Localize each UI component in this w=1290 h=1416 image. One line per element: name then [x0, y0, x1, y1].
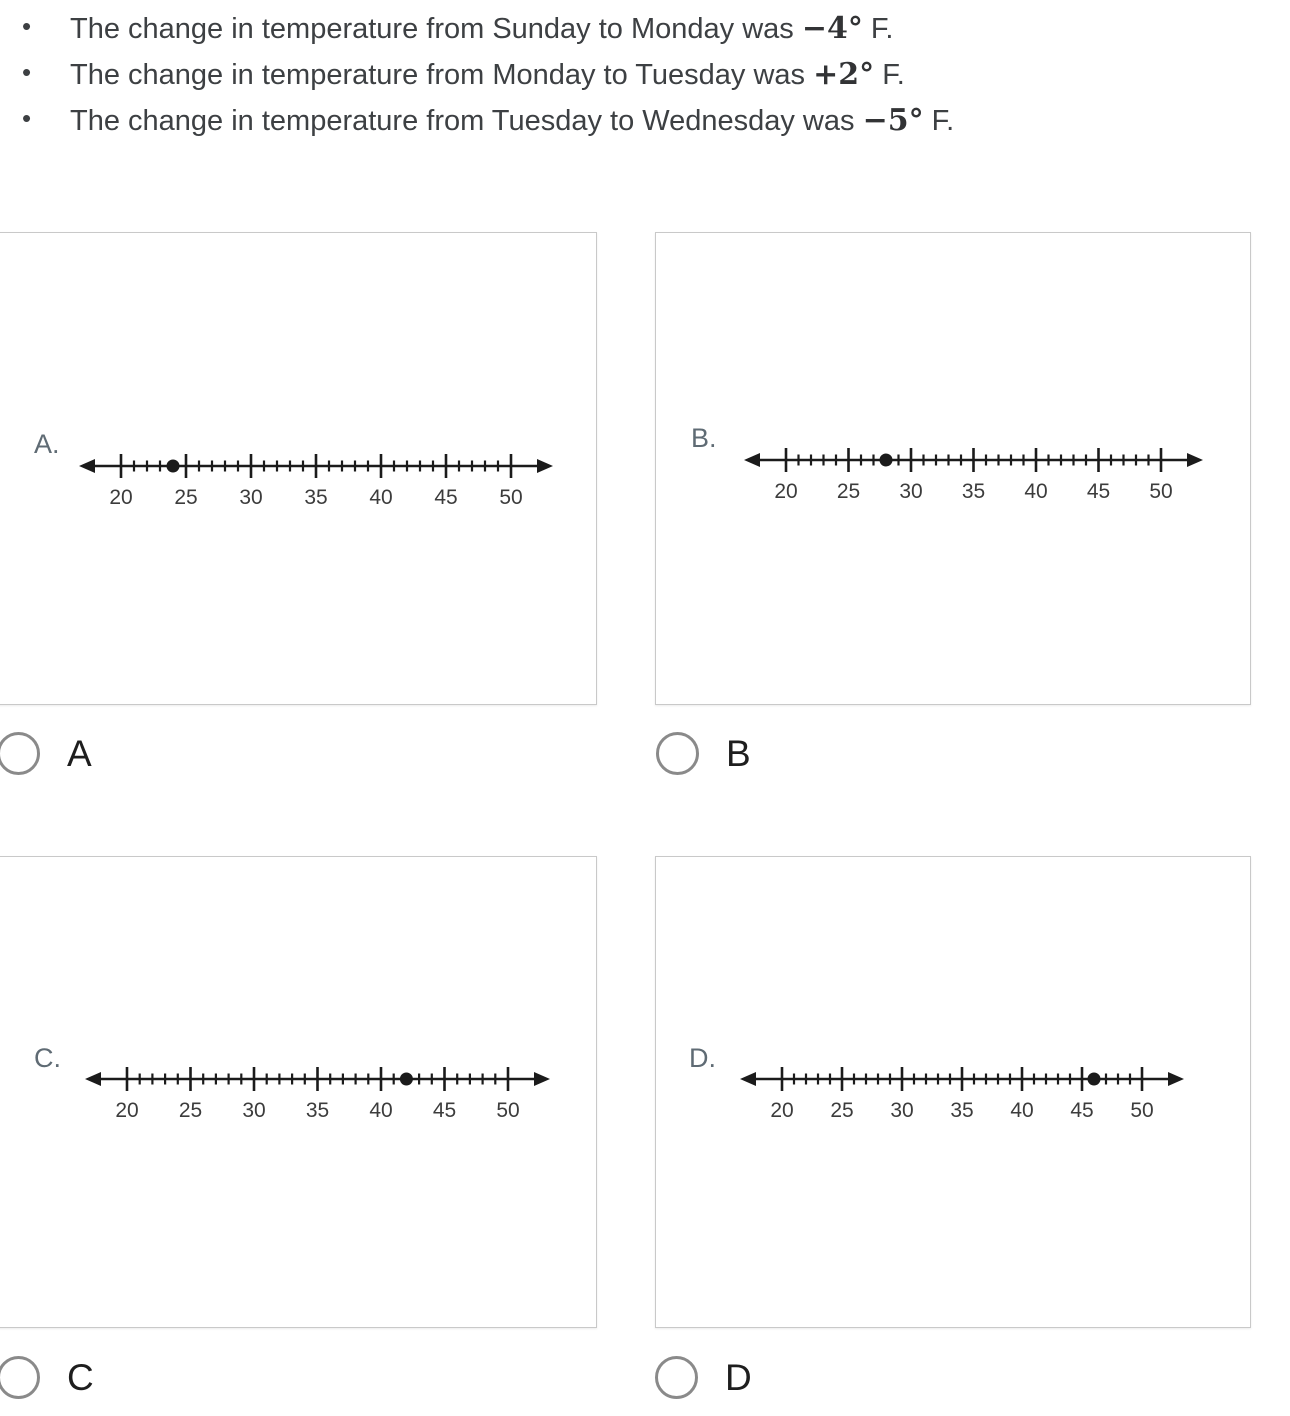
option-figure-b — [655, 232, 1251, 705]
radio-c[interactable] — [0, 1356, 40, 1399]
svg-text:20: 20 — [770, 1099, 794, 1122]
svg-text:50: 50 — [496, 1099, 520, 1122]
bullet-text: The change in temperature from Tuesday to Wednesday was — [70, 105, 863, 137]
figure-letter-b: B. — [691, 423, 717, 453]
bullet-item — [0, 52, 1290, 98]
svg-text:40: 40 — [369, 1099, 393, 1122]
temperature-change-value: −4° — [801, 11, 863, 46]
radio-d[interactable] — [655, 1356, 698, 1399]
choice-b-label: B — [726, 732, 751, 774]
number-line-d — [738, 1055, 1218, 1127]
temperature-statements — [0, 6, 1290, 144]
svg-text:20: 20 — [774, 480, 798, 503]
svg-text:30: 30 — [242, 1099, 266, 1122]
bullet-icon: • — [22, 57, 32, 87]
svg-text:45: 45 — [1070, 1099, 1094, 1122]
choice-c-label: C — [67, 1356, 94, 1398]
bullet-item — [0, 6, 1290, 52]
number-line-b — [742, 436, 1222, 508]
bullet-icon: • — [22, 103, 32, 133]
svg-text:40: 40 — [369, 486, 393, 509]
svg-text:35: 35 — [305, 1099, 330, 1122]
svg-text:30: 30 — [239, 486, 263, 509]
svg-text:35: 35 — [961, 480, 986, 503]
svg-text:25: 25 — [830, 1099, 854, 1122]
choice-c[interactable] — [0, 1356, 94, 1399]
option-figure-a — [0, 232, 597, 705]
bullet-text: The change in temperature from Sunday to Monday was — [70, 13, 802, 45]
number-line-a — [77, 442, 557, 514]
choice-b[interactable] — [656, 732, 751, 775]
radio-a[interactable] — [0, 732, 40, 775]
svg-text:35: 35 — [950, 1099, 974, 1122]
number-line-c — [83, 1055, 563, 1127]
option-figure-d — [655, 856, 1251, 1328]
svg-text:50: 50 — [1130, 1099, 1154, 1122]
svg-text:40: 40 — [1024, 480, 1048, 503]
choice-d[interactable] — [655, 1356, 752, 1399]
choice-a[interactable] — [0, 732, 92, 775]
bullet-unit: F. — [874, 59, 905, 91]
svg-text:45: 45 — [434, 486, 458, 509]
choice-d-label: D — [725, 1356, 752, 1398]
bullet-text: The change in temperature from Monday to Tuesday was — [70, 59, 814, 91]
svg-text:35: 35 — [304, 486, 328, 509]
bullet-unit: F. — [923, 105, 955, 137]
svg-text:45: 45 — [1086, 480, 1111, 503]
svg-text:25: 25 — [836, 480, 861, 503]
svg-text:25: 25 — [174, 486, 198, 509]
svg-text:40: 40 — [1010, 1099, 1034, 1122]
bullet-icon: • — [22, 11, 32, 41]
temperature-change-value: −5° — [862, 103, 924, 138]
option-figure-c — [0, 856, 597, 1328]
svg-text:30: 30 — [899, 480, 923, 503]
choice-a-label: A — [67, 732, 92, 774]
svg-text:20: 20 — [115, 1099, 139, 1122]
temperature-change-value: +2° — [813, 57, 875, 92]
svg-text:20: 20 — [109, 486, 133, 509]
bullet-unit: F. — [862, 13, 894, 45]
svg-text:30: 30 — [890, 1099, 914, 1122]
bullet-item — [0, 98, 1290, 144]
figure-letter-c: C. — [34, 1043, 61, 1073]
svg-text:25: 25 — [178, 1099, 203, 1122]
radio-b[interactable] — [656, 732, 699, 775]
svg-text:45: 45 — [432, 1099, 457, 1122]
svg-text:50: 50 — [1149, 480, 1173, 503]
figure-letter-a: A. — [34, 429, 60, 459]
svg-text:50: 50 — [499, 486, 523, 509]
figure-letter-d: D. — [689, 1043, 716, 1073]
